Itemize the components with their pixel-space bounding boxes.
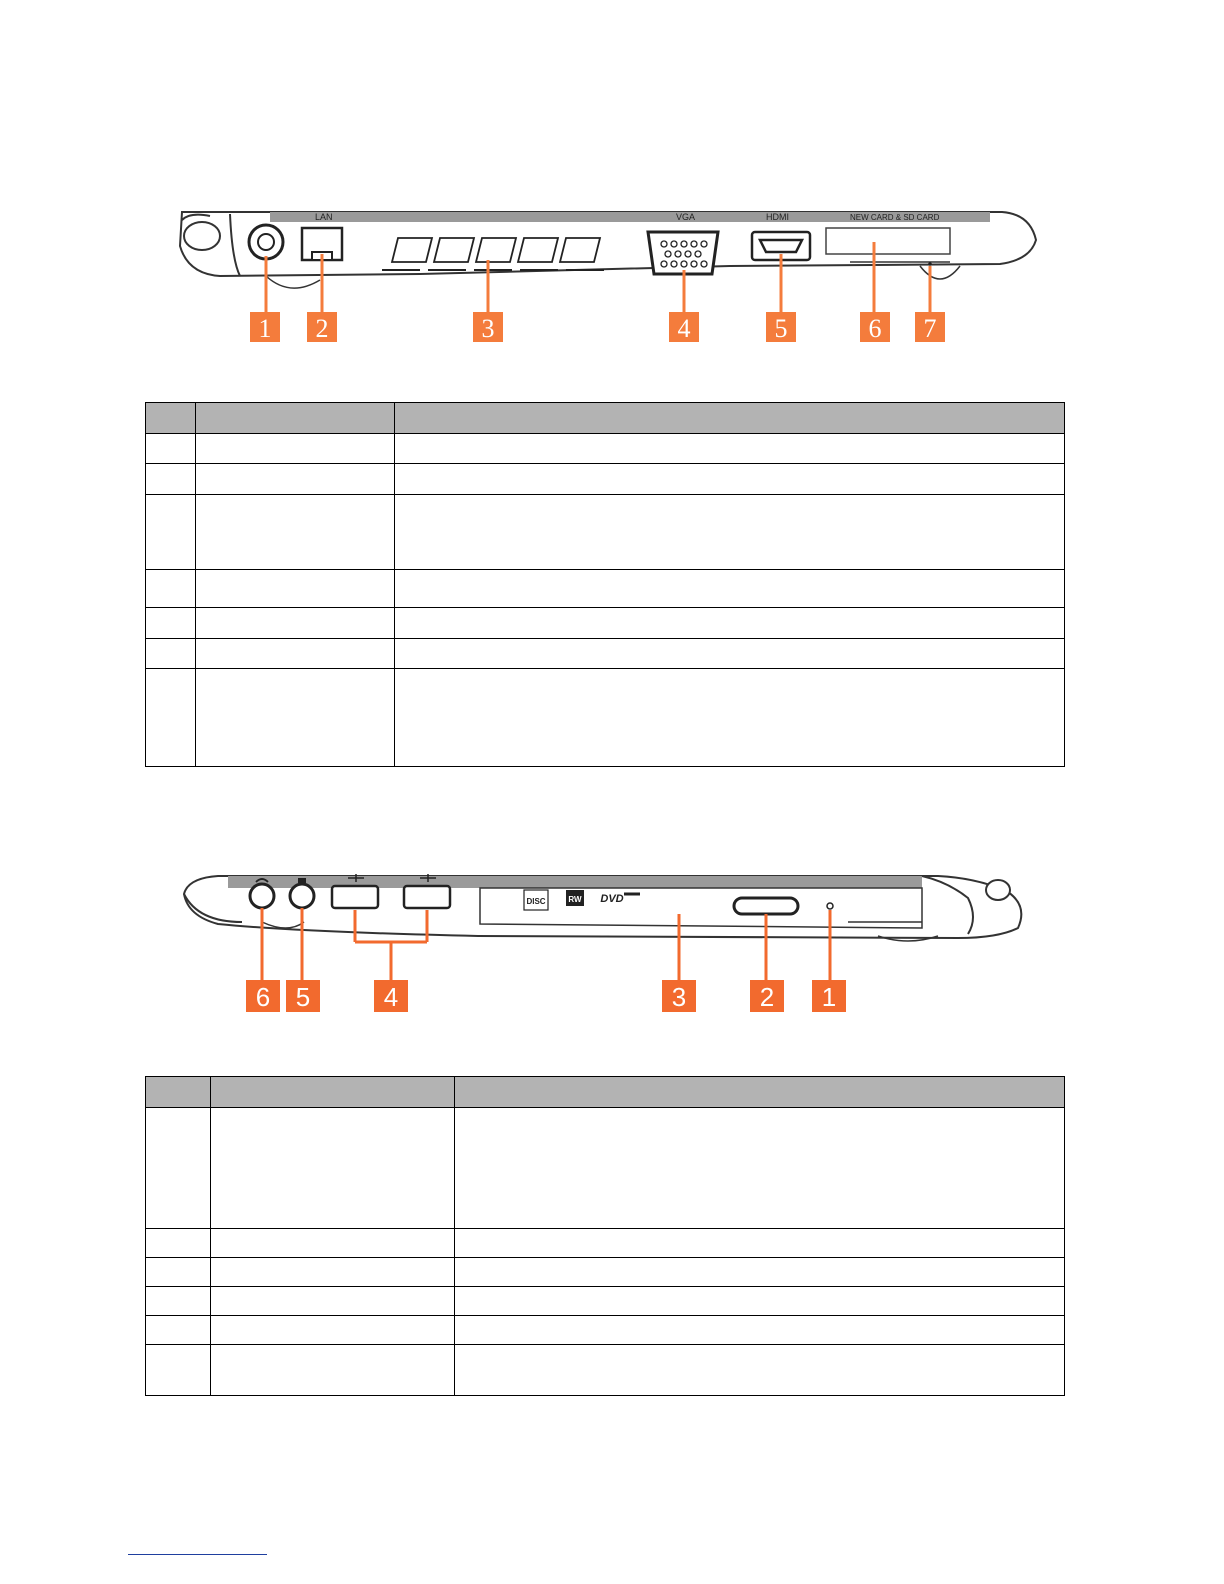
usb-port-icon [332, 886, 378, 908]
left-side-view-figure [170, 200, 1050, 350]
hinge-left [184, 222, 220, 250]
usb-port-icon [404, 886, 450, 908]
svg-text:1: 1 [258, 314, 272, 343]
power-jack-icon [249, 225, 283, 259]
table-row [146, 1229, 1065, 1258]
table-row [146, 1316, 1065, 1345]
callout-3 [473, 312, 503, 343]
table-row [146, 1258, 1065, 1287]
callout-2 [307, 312, 337, 343]
svg-text:DISC: DISC [526, 897, 546, 906]
headphone-jack-icon [250, 884, 274, 908]
svg-text:2: 2 [315, 314, 329, 343]
indicator-dot [928, 262, 932, 266]
header-cell [146, 1077, 211, 1108]
left-side-ports-table [145, 402, 1065, 767]
callout-4 [374, 980, 408, 1012]
emergency-eject-hole [827, 903, 833, 909]
table-row [146, 495, 1065, 570]
callout-1 [812, 980, 846, 1012]
right-side-view-figure [178, 862, 1048, 1018]
vent-grille [392, 238, 600, 262]
callout-5 [286, 980, 320, 1012]
table-header-row [146, 1077, 1065, 1108]
svg-text:DVD: DVD [600, 893, 624, 905]
header-cell [455, 1077, 1065, 1108]
table-row [146, 669, 1065, 767]
svg-text:3: 3 [481, 314, 495, 343]
header-cell [146, 403, 196, 434]
right-side-illustration [178, 862, 1048, 1018]
callout-6 [246, 980, 280, 1012]
table-row [146, 639, 1065, 669]
svg-text:6: 6 [868, 314, 882, 343]
header-cell [196, 403, 395, 434]
table-row [146, 1345, 1065, 1396]
vga-port-label: VGA [676, 212, 696, 222]
table-row [146, 1287, 1065, 1316]
svg-text:1: 1 [821, 982, 837, 1012]
compact-disc-logo [524, 890, 548, 910]
svg-text:6: 6 [255, 982, 271, 1012]
card-slot-label: NEW CARD & SD CARD [850, 213, 940, 222]
table-row [146, 608, 1065, 639]
svg-text:5: 5 [295, 982, 311, 1012]
rewritable-logo [566, 890, 584, 906]
right-side-ports-table [145, 1076, 1065, 1396]
table-row [146, 434, 1065, 464]
callout-boxes [246, 980, 846, 1012]
card-slot-icon [826, 228, 950, 254]
callout-3 [662, 980, 696, 1012]
svg-text:RW: RW [568, 895, 582, 904]
svg-text:5: 5 [774, 314, 788, 343]
callout-2 [750, 980, 784, 1012]
vga-port-icon [648, 232, 718, 274]
callout-1 [250, 312, 280, 343]
header-cell [395, 403, 1065, 434]
svg-text:4: 4 [383, 982, 399, 1012]
microphone-jack-icon [290, 884, 314, 908]
svg-text:7: 7 [923, 314, 937, 343]
callout-boxes [250, 312, 945, 343]
callout-5 [766, 312, 796, 343]
eject-button [734, 898, 798, 914]
svg-text:4: 4 [677, 314, 691, 343]
footnote-separator [128, 1554, 267, 1555]
lan-port-label: LAN [315, 212, 333, 222]
table-row [146, 464, 1065, 495]
header-cell [211, 1077, 455, 1108]
table-header-row [146, 403, 1065, 434]
table-row [146, 1108, 1065, 1229]
table-row [146, 570, 1065, 608]
hinge-right [986, 880, 1010, 900]
callout-4 [669, 312, 699, 343]
svg-text:2: 2 [759, 982, 775, 1012]
callout-6 [860, 312, 890, 343]
svg-text:3: 3 [671, 982, 687, 1012]
callout-7 [915, 312, 945, 343]
hdmi-port-label: HDMI [766, 212, 789, 222]
left-side-illustration [170, 200, 1050, 350]
